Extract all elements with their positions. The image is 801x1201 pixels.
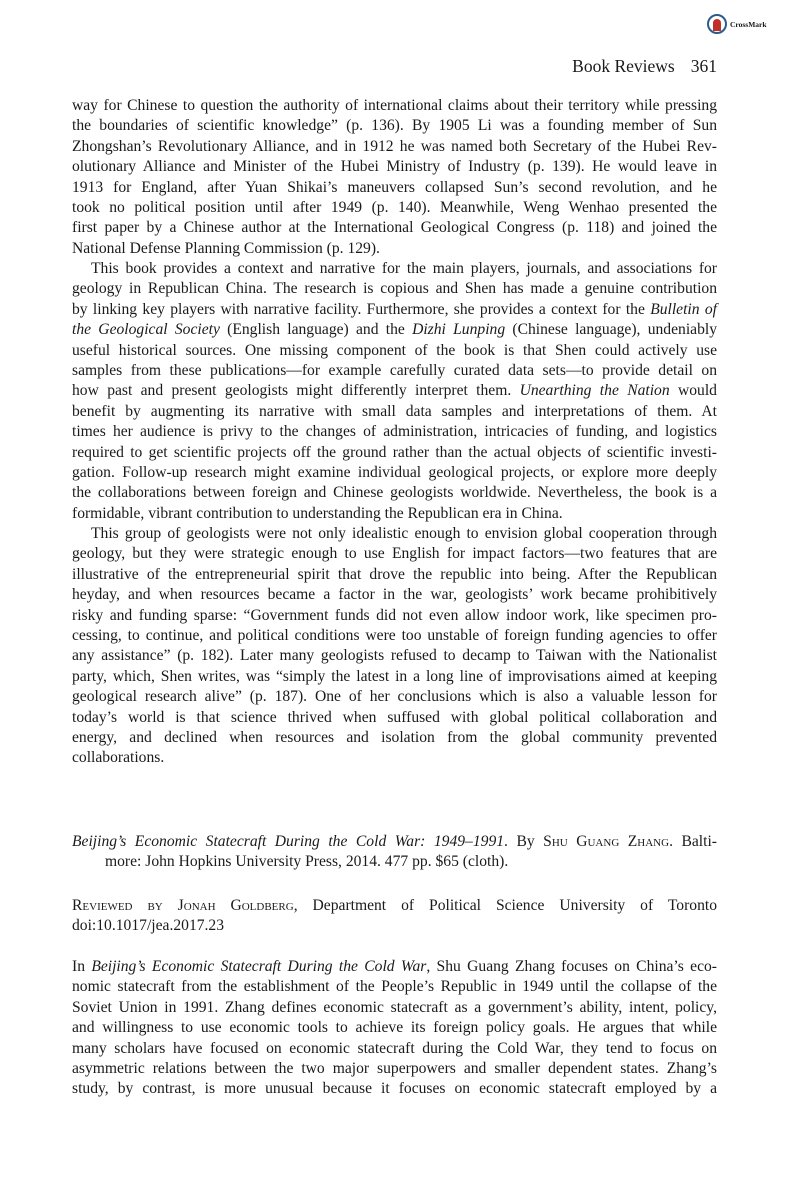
text-line: [72, 977, 717, 997]
text-segment: way for Chinese to question the authority of international claims about their territory while pressing: [72, 97, 717, 114]
small-caps-text: Reviewed by Jonah Goldberg: [72, 897, 294, 914]
text-line: [72, 957, 717, 977]
text-segment: This book provides a context and narrative for the main players, journals, and associations for: [91, 260, 717, 277]
text-line: [72, 279, 717, 299]
text-line: [72, 402, 717, 422]
text-line: [72, 198, 717, 218]
text-segment: . By: [504, 833, 544, 850]
text-segment: would: [669, 382, 717, 400]
text-line: [72, 361, 717, 381]
text-segment: useful historical sources. One missing component of the book is that Shen could actively use: [72, 341, 717, 359]
text-segment: gation. Follow-up research might examine individual geological projects, or explore more deeply: [72, 463, 717, 481]
text-line: [72, 852, 717, 872]
text-line: [72, 626, 717, 646]
italic-text: Dizhi Lunping: [412, 321, 506, 339]
text-segment: (Chinese language), undeniably: [505, 321, 717, 339]
crossmark-badge[interactable]: [707, 14, 767, 34]
text-segment: This group of geologists were not only idealistic enough to envision global cooperation through: [91, 525, 717, 542]
text-segment: required to get scientific projects off the ground rather than the actual objects of scientific investi-: [72, 443, 717, 461]
text-line: [72, 157, 717, 177]
text-segment: party, which, Shen writes, was “simply the latest in a long line of improvisations aimed at keeping: [72, 667, 717, 685]
paragraph-2: [72, 259, 717, 524]
text-segment: formidable, vibrant contribution to understanding the Republican era in China.: [72, 504, 563, 522]
italic-text: the Geological Society: [72, 321, 220, 339]
text-line: [72, 422, 717, 442]
text-segment: many scholars have focused on economic statecraft during the Cold War, they tend to focus on: [72, 1039, 717, 1057]
paragraph-3: [72, 524, 717, 769]
text-segment: first paper by a Chinese author at the International Geological Congress (p. 118) and joined the: [72, 219, 717, 237]
paragraph-1: [72, 96, 717, 259]
text-line: [72, 381, 717, 401]
text-line: [72, 504, 717, 524]
text-line: [72, 708, 717, 728]
text-segment: more: John Hopkins University Press, 2014. 477 pp. $65 (cloth).: [105, 853, 509, 871]
text-line: [72, 1018, 717, 1038]
text-line: [72, 239, 717, 259]
text-segment: took no political position until after 1949 (p. 140). Meanwhile, Weng Wenhao presented the: [72, 198, 717, 216]
reviewer-line: [72, 896, 717, 937]
text-segment: the collaborations between foreign and Chinese geologists worldwide. Nevertheless, the book is a: [72, 484, 717, 502]
text-line: [72, 916, 717, 936]
small-caps-text: Shu Guang Zhang: [543, 833, 670, 850]
text-segment: nomic statecraft from the establishment of the People’s Republic in 1949 until the collapse of the: [72, 978, 717, 996]
text-segment: Soviet Union in 1991. Zhang defines economic statecraft as a government’s ability, intent, policy,: [72, 998, 717, 1016]
book-citation: [72, 832, 717, 873]
text-line: [72, 443, 717, 463]
text-segment: cessing, to continue, and political conditions were too unstable of foreign funding agencies to offer: [72, 626, 717, 644]
text-line: [72, 687, 717, 707]
italic-text: Beijing’s Economic Statecraft During the Cold War: [91, 958, 427, 975]
text-segment: today’s world is that science thrived when suffused with global political collaboration and: [72, 708, 717, 726]
text-line: [72, 300, 717, 320]
text-segment: how past and present geologists might differently interpret them.: [72, 382, 520, 400]
text-line: [72, 1079, 717, 1099]
text-line: [72, 1059, 717, 1079]
italic-text: Bulletin of: [650, 300, 717, 318]
text-segment: (English language) and the: [219, 321, 413, 339]
text-segment: geological research alive” (p. 187). One of her conclusions which is also a valuable lesson for: [72, 688, 717, 706]
text-segment: olutionary Alliance and Minister of the Hubei Ministry of Industry (p. 139). He would leave in: [72, 158, 717, 176]
text-segment: benefit by augmenting its narrative with small data samples and interpretations of them. At: [72, 402, 717, 420]
text-line: [72, 96, 717, 116]
text-segment: energy, and declined when resources and isolation from the global community prevented: [72, 728, 717, 746]
text-segment: , Shu Guang Zhang focuses on China’s eco-: [426, 958, 717, 975]
text-line: [72, 483, 717, 503]
text-segment: National Defense Planning Commission (p. 129).: [72, 239, 380, 257]
text-line: [72, 832, 717, 852]
text-line: [72, 667, 717, 687]
text-segment: 1913 for England, after Yuan Shikai’s maneuvers collapsed Sun’s second revolution, and he: [72, 178, 717, 196]
text-line: [72, 259, 717, 279]
text-line: [72, 585, 717, 605]
text-segment: asymmetric relations between the two major superpowers and smaller dependent states. Zhang’s: [72, 1059, 717, 1077]
text-line: [72, 320, 717, 340]
text-segment: by linking key players with narrative facility. Furthermore, she provides a context for the: [72, 300, 651, 318]
text-segment: times her audience is privy to the changes of administration, intricacies of funding, and logistics: [72, 423, 717, 441]
text-segment: illustrative of the entrepreneurial spirit that drove the republic into being. After the Republican: [72, 565, 717, 583]
text-line: [72, 116, 717, 136]
crossmark-icon: [707, 14, 727, 34]
text-segment: samples from these publications—for example carefully curated data sets—to provide detail on: [72, 361, 717, 379]
text-segment: the boundaries of scientific knowledge” (p. 136). By 1905 Li was a founding member of Sun: [72, 117, 717, 135]
text-line: [72, 606, 717, 626]
text-line: [72, 218, 717, 238]
text-line: [72, 646, 717, 666]
text-line: [72, 728, 717, 748]
text-segment: collaborations.: [72, 749, 165, 767]
text-segment: risky and funding sparse: “Government funds did not even allow indoor work, like specimen pro-: [72, 606, 717, 624]
text-line: [72, 463, 717, 483]
text-segment: . Balti-: [669, 833, 717, 850]
running-head: [572, 56, 717, 77]
text-segment: Zhongshan’s Revolutionary Alliance, and in 1912 he was named both Secretary of the Hubei Rev-: [72, 137, 717, 155]
italic-text: Unearthing the Nation: [519, 382, 670, 400]
text-segment: and willingness to use economic tools to achieve its foreign policy goals. He argues that while: [72, 1019, 717, 1037]
text-line: [72, 896, 717, 916]
text-segment: doi:10.1017/jea.2017.23: [72, 917, 225, 935]
crossmark-label: CrossMark: [730, 19, 767, 29]
text-segment: any assistance” (p. 182). Later many geologists refused to decamp to Taiwan with the Nationalist: [72, 647, 717, 665]
text-line: [72, 998, 717, 1018]
text-line: [72, 565, 717, 585]
text-line: [72, 137, 717, 157]
text-segment: In: [72, 958, 92, 975]
text-segment: heyday, and when resources became a factor in the war, geologists’ work became prohibitively: [72, 586, 717, 604]
text-line: [72, 544, 717, 564]
page-number: 361: [690, 56, 717, 76]
text-segment: geology, but they were strategic enough to use English for impact factors—two features that are: [72, 545, 717, 563]
section-title: Book Reviews: [572, 56, 675, 76]
paragraph-4: [72, 957, 717, 1100]
italic-text: Beijing’s Economic Statecraft During the Cold War: 1949–1991: [72, 833, 505, 850]
text-line: [72, 178, 717, 198]
text-line: [72, 1039, 717, 1059]
text-line: [72, 524, 717, 544]
text-segment: geology in Republican China. The research is copious and Shen has made a genuine contribution: [72, 280, 717, 298]
text-segment: , Department of Political Science University of Toronto: [293, 897, 717, 914]
text-line: [72, 341, 717, 361]
text-segment: study, by contrast, is more unusual because it focuses on economic statecraft employed by a: [72, 1080, 717, 1098]
text-line: [72, 748, 717, 768]
